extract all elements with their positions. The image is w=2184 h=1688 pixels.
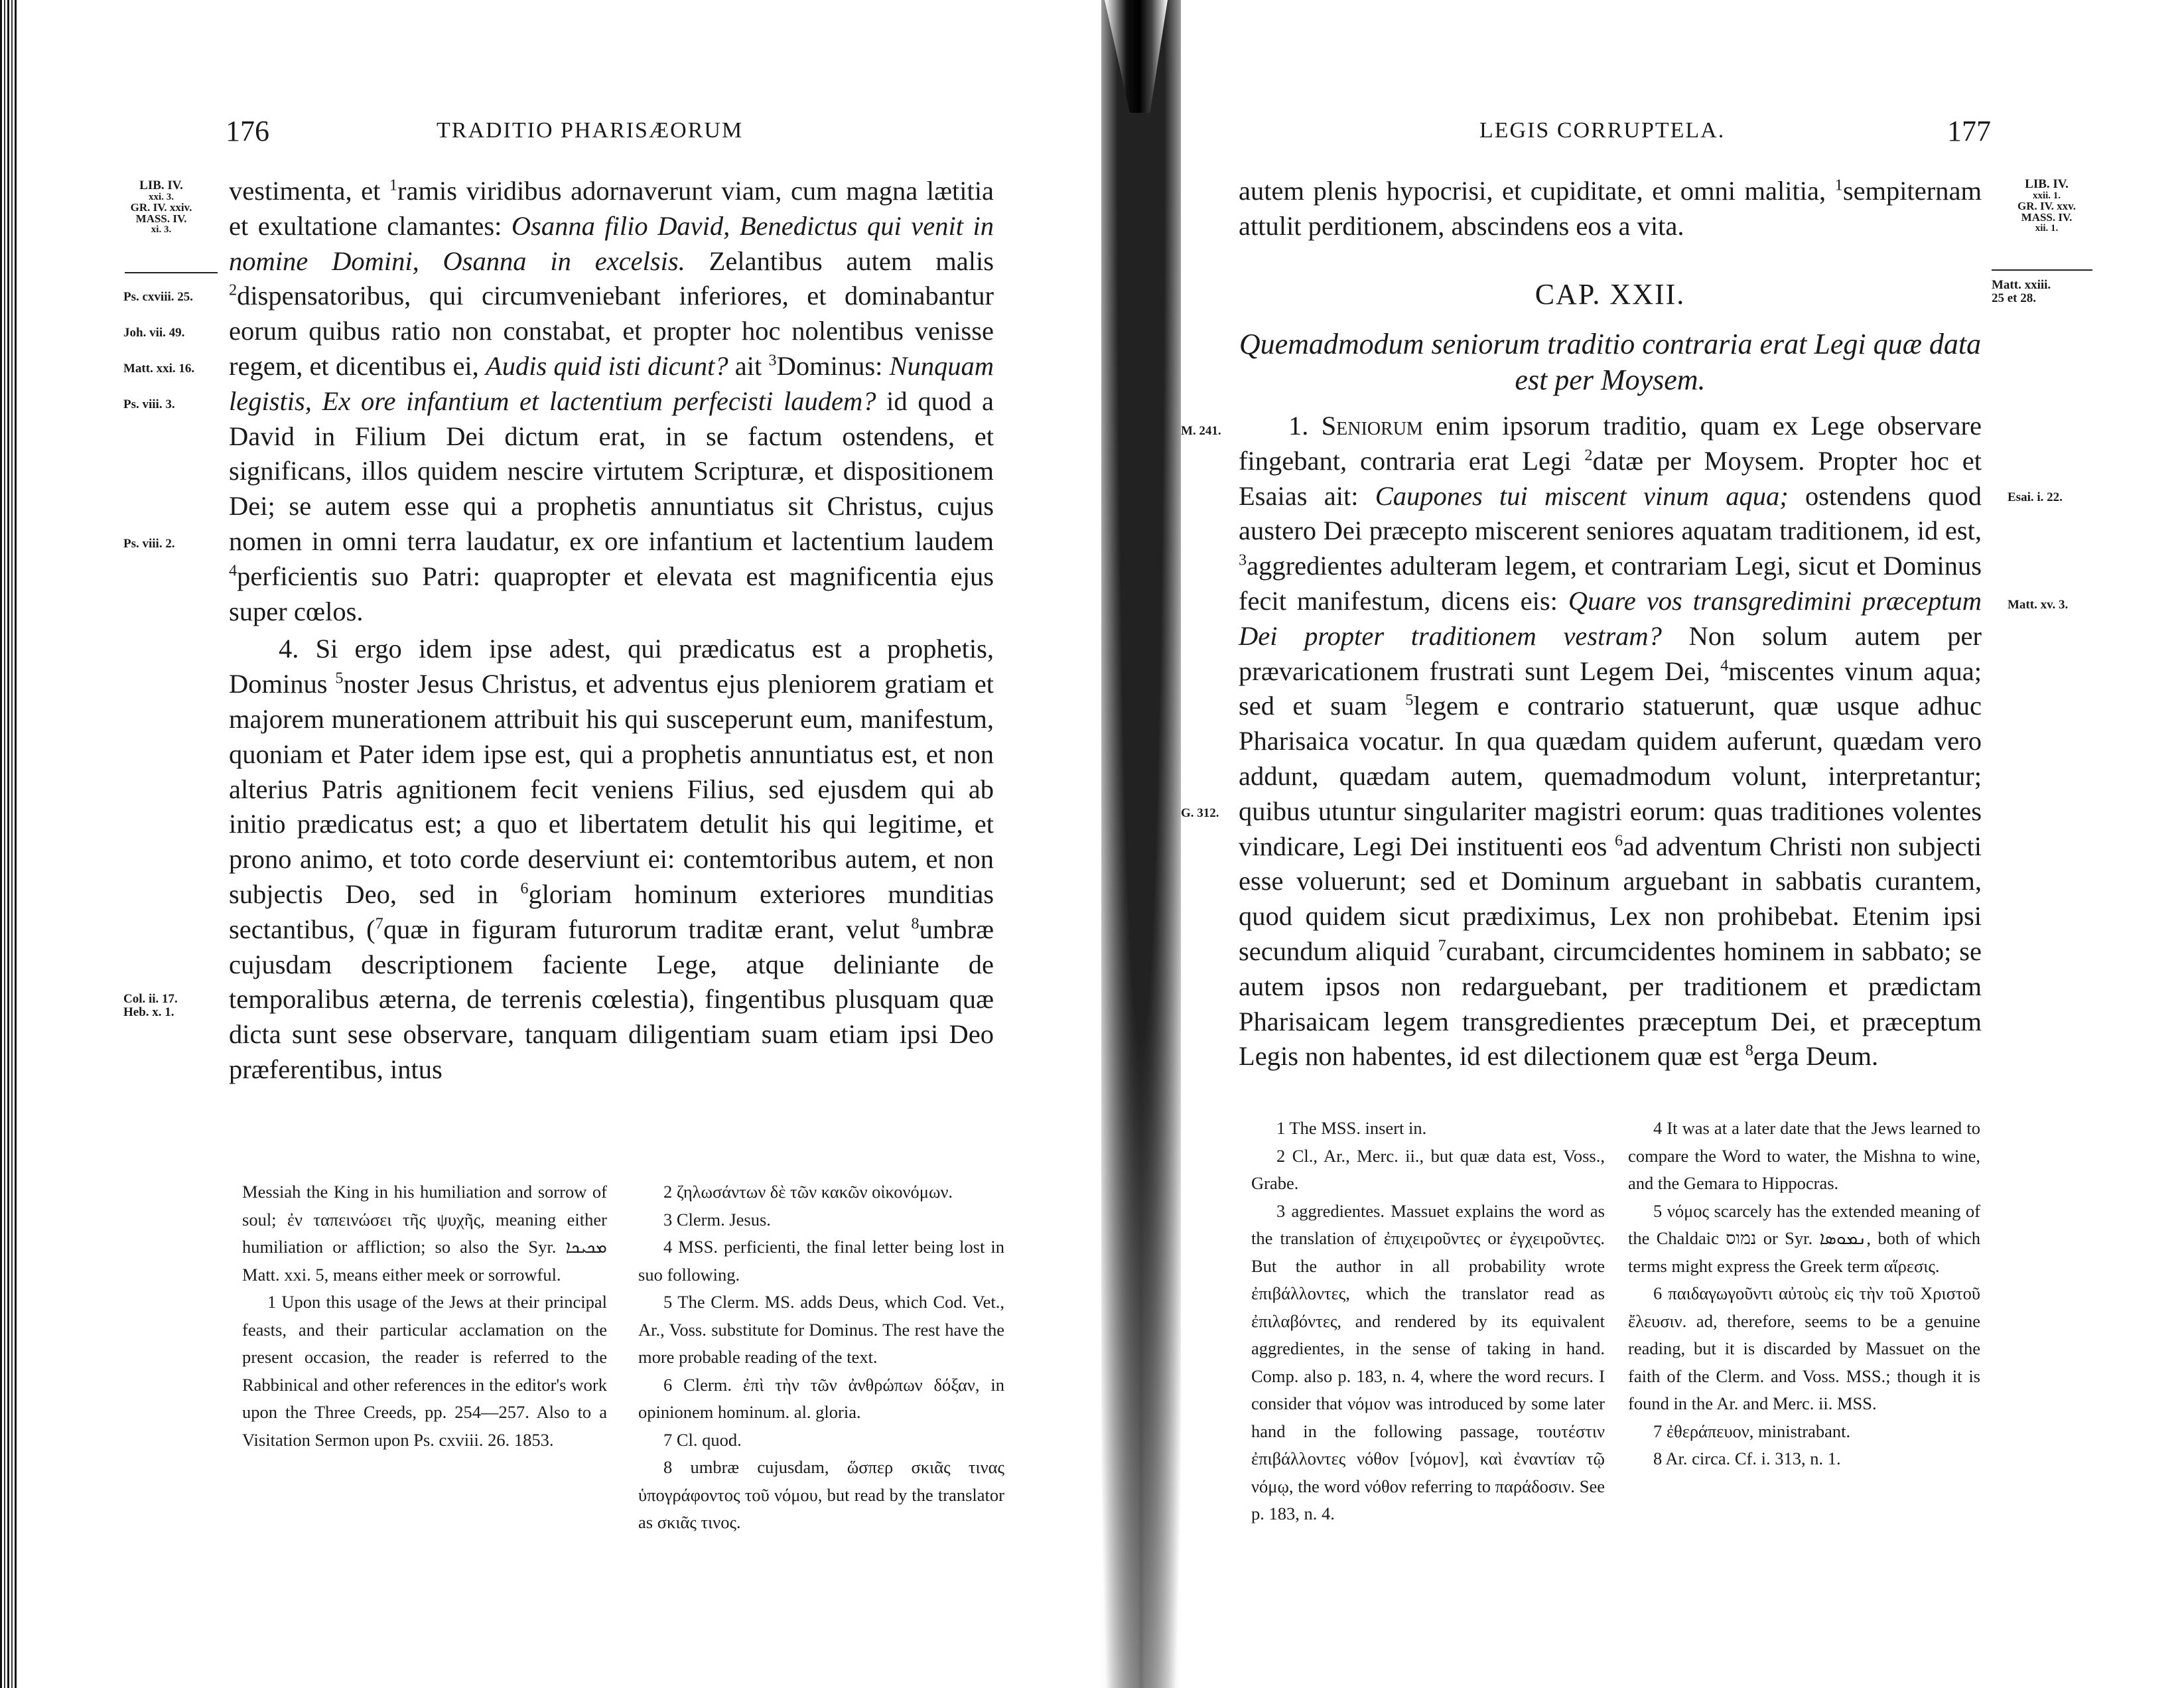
footnote-marker: 1: [1834, 176, 1843, 194]
footnote: 4 It was at a later date that the Jews learned to compare the Word to water, the Mishna to wine, and the Gemara to Hippocras.: [1628, 1118, 1980, 1193]
margin-ref-matt15: Matt. xv. 3.: [2008, 598, 2069, 612]
main-text-right: [1239, 409, 1982, 1074]
text-run: Dominus:: [776, 350, 890, 381]
footnote: 5 The Clerm. MS. adds Deus, which Cod. Vet., Ar., Voss. substitute for Dominus. The rest have the more probable reading of the text.: [638, 1292, 1004, 1367]
paragraph: [1239, 174, 1982, 244]
margin-ref-ps118: Ps. cxviii. 25.: [123, 290, 194, 304]
margin-ref-joh: Joh. vii. 49.: [123, 326, 185, 340]
margin-ref-line: GR. IV. xxv.: [2017, 200, 2076, 212]
footnote: 6 Clerm. ἐπὶ τὴν τῶν ἀνθρώπων δόξαν, in opinionem hominum. al. gloria.: [638, 1374, 1004, 1422]
text-run: miscentes vinum aqua; sed et suam: [1239, 656, 1982, 721]
margin-ref-line: xii. 1.: [2035, 223, 2059, 234]
margin-reference-book: [2004, 178, 2090, 234]
footnote: 8 Ar. circa. Cf. i. 313, n. 1.: [1653, 1448, 1841, 1468]
text-run: Non solum autem per prævaricationem frustrati sunt Legem Dei,: [1239, 620, 1982, 686]
text-run: sempiternam attulit perditionem, abscindens eos a vita.: [1239, 176, 1982, 241]
footnote: 2 ζηλωσάντων δὲ τῶν κακῶν οἰκονόμων.: [663, 1182, 953, 1202]
footnote-marker: 8: [911, 914, 920, 933]
text-run: noster Jesus Christus, et adventus ejus pleniorem gratiam et majorem munerationem attribuit his qui susceperunt eum, manifestum, quoniam et Pater idem ipse est, qui a prophetis annuntiatus est, et non alterius Patris agnitionem fecit veniens Filius, sed ejusdem qui ab initio prædicatus est; a quo et libertatem detulit his qui legitime, et prono animo, et toto corde deserviunt ei: contemtoribus autem, et non subjectis Deo, sed in: [229, 669, 994, 909]
margin-ref-line: LIB. IV.: [139, 178, 183, 192]
margin-ref-line: 25 et 28.: [1992, 291, 2037, 305]
text-run: enim ipsorum traditio, quam ex Lege observare fingebant, contraria erat Legi: [1239, 411, 1982, 476]
continuation-text: [1239, 174, 1982, 244]
footnote: 7 ἐθεράπευον, ministrabant.: [1653, 1421, 1851, 1441]
footnote-marker: 5: [335, 669, 344, 687]
text-run: id quod a David in Filium Dei dictum erat, in se factum ostendens, et significans, illos quidem nescire virtutem Scripturæ, et dispositionem Dei; se autem esse qui a prophetis annuntiatus sit Christus, cujus nomen in omni terra laudatur, ex ore infantium et lactentium laudem: [229, 386, 994, 556]
margin-ref-ps8-3: Ps. viii. 3.: [123, 397, 175, 411]
footnote-marker: 2: [1584, 446, 1593, 464]
margin-ref-matt: Matt. xxi. 16.: [123, 362, 195, 376]
footnote-marker: 3: [768, 351, 777, 370]
footnote: 7 Cl. quod.: [663, 1429, 742, 1450]
margin-ref-ps8-2: Ps. viii. 2.: [123, 537, 175, 551]
footnote-marker: 8: [1745, 1041, 1753, 1060]
margin-reference-book: [118, 179, 204, 235]
paragraph: [229, 632, 994, 1087]
footnote-marker: 6: [1614, 831, 1623, 850]
quotation: Nunquam legistis, Ex ore infantium et lactentium perfecisti laudem?: [229, 350, 994, 416]
footnote: 4 MSS. perficienti, the final letter being lost in suo following.: [638, 1237, 1004, 1285]
page-number: 177: [1947, 115, 1991, 147]
text-run: 4. Si ergo idem ipse adest, qui prædicatus est a prophetis, Dominus: [229, 634, 994, 699]
footnote: 8 umbræ cujusdam, ὥσπερ σκιᾶς τινας ὑπογράφοντος τοῦ νόμου, but read by the translator as σκιᾶς τινος.: [638, 1457, 1004, 1532]
footnote-marker: 5: [1405, 691, 1414, 709]
margin-ref-line: MASS. IV.: [135, 212, 187, 225]
text-run: datæ per Moysem. Propter hoc et Esaias ait:: [1239, 445, 1982, 511]
margin-ref-col: Col. ii. 17.: [123, 992, 178, 1006]
text-run: curabant, circumcidentes hominem in sabbato; se autem ipsos non redarguebant, per traditionem et prædictam Pharisaicam legem transgredientes præceptum Dei, et præceptum Legis non habentes, id est dilectionem quæ est: [1239, 936, 1982, 1072]
book-gutter: [1101, 0, 1181, 1688]
margin-ref-heb: Heb. x. 1.: [123, 1005, 174, 1019]
chapter-title: CAP. XXII.: [1535, 278, 1686, 311]
margin-ref-line: LIB. IV.: [2025, 177, 2069, 191]
footnote: 1 Upon this usage of the Jews at their principal feasts, and their particular acclamation on the present occasion, the reader is referred to the Rabbinical and other references in the editor's work upon the Three Creeds, pp. 254—257. Also to a Visitation Sermon upon Ps. cxviii. 26. 1853.: [242, 1292, 607, 1450]
margin-ref-g312: G. 312.: [1181, 806, 1219, 820]
footnote: 3 aggredientes. Massuet explains the word as the translation of ἐπιχειροῦντες or ἐγχειροῦντες. But the author in all probability wrote ἐπιβάλλοντες, which the translator read as ἐπιλαβόντες, and rendered by its equivalent aggredientes, in the sense of taking in hand. Comp. also p. 183, n. 4, where the word recurs. I consider that νόμον was introduced by some later hand in the following passage, τουτέστιν ἐπιβάλλοντες νόθον [νόμον], καὶ ἐναντίαν τῷ νόμῳ, the word νόθον referring to παράδοσιν. See p. 183, n. 4.: [1251, 1200, 1605, 1523]
footnote-marker: 4: [229, 561, 238, 580]
margin-ref-line: xxii. 1.: [2032, 190, 2061, 201]
footnote: Messiah the King in his humiliation and sorrow of soul; ἐν ταπεινώσει τῆς ψυχῆς, meaning either humiliation or affliction; so also the Syr. ܡܟܝܟܐ Matt. xxi. 5, means either meek or sorrowful.: [242, 1182, 607, 1285]
footnote: 6 παιδαγωγοῦντι αὐτοὺς εἰς τὴν τοῦ Χριστοῦ ἔλευσιν. ad, therefore, seems to be a genuine reading, but it is discarded by Massuet on the faith of the Clerm. and Voss. MSS.; though it is found in the Ar. and Merc. ii. MSS.: [1628, 1283, 1980, 1413]
footnote: 2 Cl., Ar., Merc. ii., but quæ data est, Voss., Grabe.: [1251, 1145, 1605, 1193]
footnotes-left-col1: [242, 1178, 607, 1454]
margin-rule: [1992, 269, 2092, 271]
margin-ref-line: Matt. xxiii.: [1992, 278, 2051, 292]
footnote-marker: 4: [1720, 656, 1729, 675]
footnotes-right-col1: [1251, 1115, 1605, 1528]
text-run: ostendens quod austero Dei præcepto miscerent seniores aquatam traditionem, id est,: [1239, 480, 1982, 546]
running-head: TRADITIO PHARISÆORUM: [437, 118, 744, 143]
footnote-marker: 3: [1239, 551, 1247, 569]
footnotes-right-col2: [1628, 1115, 1980, 1473]
text-run: erga Deum.: [1753, 1041, 1879, 1072]
paragraph: [229, 174, 994, 629]
footnote: 1 The MSS. insert in.: [1276, 1118, 1427, 1138]
quotation: Audis quid isti dicunt?: [485, 350, 728, 381]
text-run: perficientis suo Patri: quapropter et elevata est magnificentia ejus super cœlos.: [229, 561, 994, 626]
chapter-subtitle: Quemadmodum seniorum traditio contraria erat Legi quæ data est per Moysem.: [1239, 328, 1982, 396]
text-run: quæ in figuram futurorum traditæ erant, velut: [383, 914, 912, 944]
right-page: [1181, 0, 2184, 1688]
text-run: dispensatoribus, qui circumveniebant inferiores, et dominabantur eorum quibus ratio non constabat, et propter hoc nolentibus venisse regem, et dicentibus ei,: [229, 281, 994, 381]
text-run: umbræ cujusdam descriptionem faciente Lege, atque deliniante de temporalibus æterna, de terrenis cœlestia), fingentibus plusquam quæ dicta sunt sese observare, tanquam diligentiam suam etiam ipsi Deo præferentibus, intus: [229, 914, 994, 1084]
footnote-marker: 7: [1438, 936, 1446, 955]
text-run: 1.: [1288, 411, 1322, 441]
text-run: ait: [728, 350, 769, 381]
footnote-marker: 7: [375, 914, 383, 933]
margin-ref-line: GR. IV. xxiv.: [130, 201, 192, 214]
margin-ref-line: xi. 3.: [151, 224, 172, 235]
footnote-marker: 1: [389, 176, 398, 194]
margin-ref-line: MASS. IV.: [2021, 211, 2073, 224]
footnote: 3 Clerm. Jesus.: [663, 1209, 771, 1230]
footnote-marker: 6: [520, 879, 529, 898]
text-run: ad adventum Christi non subjecti esse voluerunt; sed et Dominum arguebant in sabbatis curantem, quod quidem sicut prædiximus, Lex non prohibebat. Etenim ipsi secundum aliquid: [1239, 831, 1982, 966]
text-run: aggredientes adulteram legem, et contrariam Legi, sicut et Dominus fecit manifestum, dicens eis:: [1239, 551, 1982, 616]
text-run: legem e contrario statuerunt, quæ usque adhuc Pharisaica vocatur. In qua quædam quidem auferunt, quædam vero addunt, quædam autem, quemadmodum volunt, interpretantur; quibus utuntur singulariter magistri eorum: quas traditiones volentes vindicare, Legi Dei instituenti eos: [1239, 691, 1982, 861]
footnotes-left-col2: [638, 1178, 1004, 1537]
margin-rule: [125, 272, 218, 273]
margin-ref-matt23: [1992, 279, 2091, 305]
text-run: Seniorum: [1321, 411, 1423, 441]
margin-ref-line: xxi. 3.: [149, 192, 174, 202]
quotation: Caupones tui miscent vinum aqua;: [1375, 480, 1789, 511]
quotation: Osanna filio David, Benedictus qui venit in nomine Domini, Osanna in excelsis.: [229, 210, 994, 276]
text-run: ramis viridibus adornaverunt viam, cum magna lætitia et exultatione clamantes:: [229, 176, 994, 241]
text-run: vestimenta, et: [229, 176, 389, 206]
quotation: Quare vos transgredimini præceptum Dei propter traditionem vestram?: [1239, 585, 1982, 651]
margin-ref-esai: Esai. i. 22.: [2008, 490, 2063, 504]
main-text-left: [229, 174, 994, 1088]
running-head: LEGIS CORRUPTELA.: [1479, 118, 1726, 143]
footnote-marker: 2: [229, 281, 238, 299]
paragraph: [1239, 409, 1982, 1074]
footnote: 5 νόμος scarcely has the extended meaning of the Chaldaic נמוס or Syr. ܢܡܘܣܐ, both of which terms might express the Greek term αἵρεσις.: [1628, 1200, 1980, 1276]
text-run: gloriam hominum exteriores munditias sectantibus, (: [229, 879, 994, 944]
margin-ref-m241: M. 241.: [1181, 424, 1221, 438]
text-run: autem plenis hypocrisi, et cupiditate, et omni malitia,: [1239, 176, 1835, 206]
page-number: 176: [226, 115, 269, 147]
text-run: Zelantibus autem malis: [685, 246, 994, 276]
